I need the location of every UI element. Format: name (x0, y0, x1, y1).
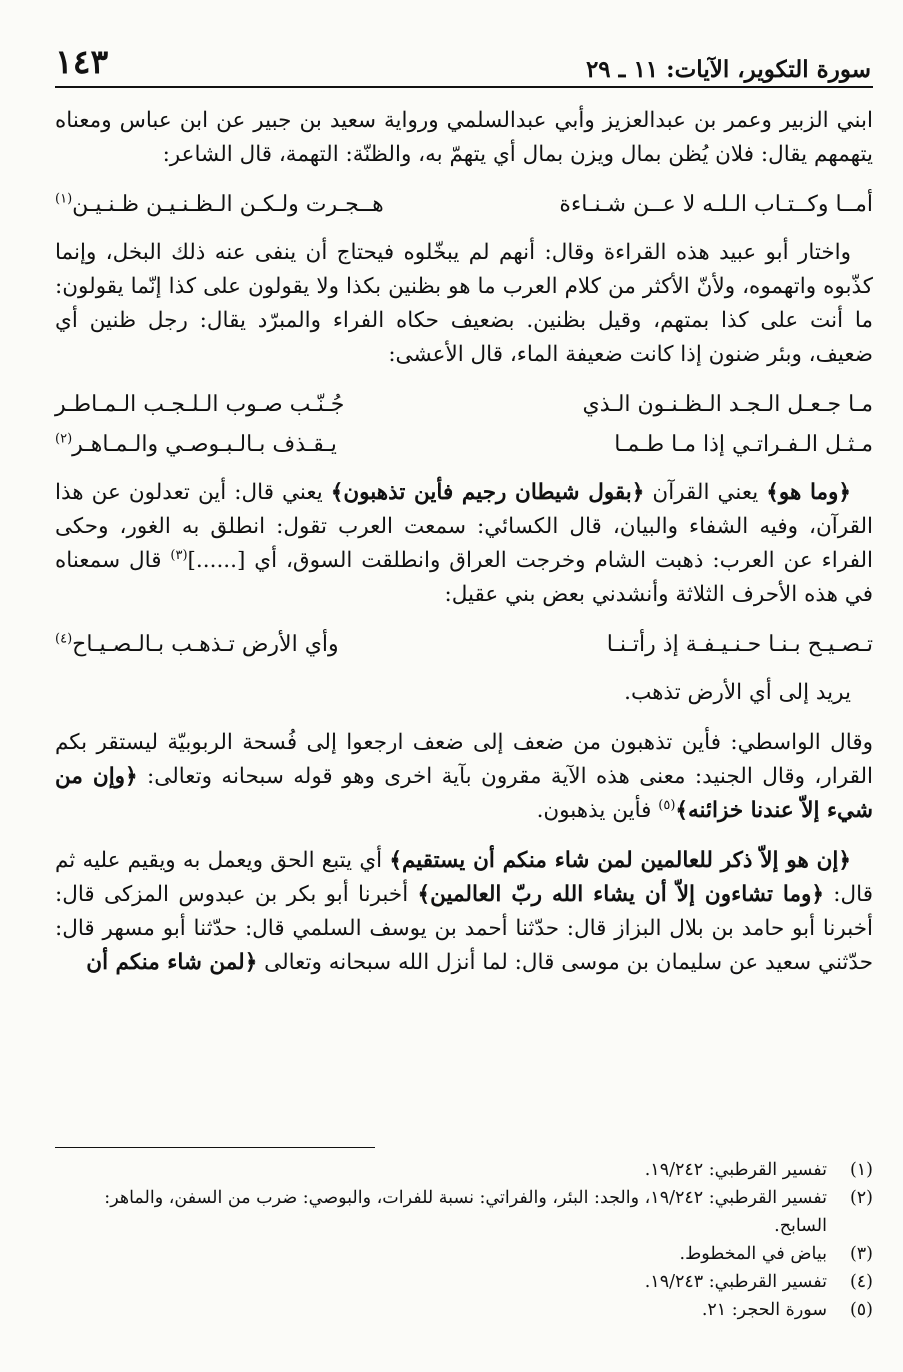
text-run: يعني قال: أين تعدلون عن هذا القرآن، وفيه الشفاء والبيان، قال الكسائي: سمعت العرب تقول: انطلق به الغور، وحكى الفراء عن العرب: ذهبت الشام وخرجت العراق وانطلقت السوق، أي [......] (55, 480, 873, 573)
footnote (55, 1240, 873, 1268)
quran-quote: ﴿وما تشاءون إلاّ أن يشاء الله ربّ العالمين﴾ (417, 882, 824, 907)
book-page (55, 0, 873, 1372)
verse-hemistich: مـا جـعـل الـجـد الـظـنـون الـذي (582, 392, 873, 417)
footnote-text: بياض في المخطوط. (679, 1244, 827, 1264)
poem-verse-4 (55, 628, 873, 668)
verse-hemistich: جُـنّـب صـوب الـلـجـب الـمـاطـر (55, 392, 345, 417)
quran-quote: ﴿بقول شيطان رجيم فأين تذهبون﴾ (330, 480, 645, 505)
footnote-text: تفسير القرطبي: ١٩/٢٤٣. (644, 1272, 827, 1292)
footnote-divider (55, 1147, 375, 1148)
footnote-text: تفسير القرطبي: ١٩/٢٤٢. (644, 1160, 827, 1180)
verse-hemistich: مـثـل الـفـراتـي إذا مـا طـمـا (614, 432, 873, 457)
footnote (55, 1296, 873, 1324)
verse-hemistich: أمــا وكــتـاب الـلـه لا عــن شـنـاءة (559, 192, 873, 217)
footnote (55, 1268, 873, 1296)
text-run: يعني القرآن (644, 480, 767, 505)
surah-title: سورة التكوير، الآيات: ١١ ـ ٢٩ (585, 56, 871, 83)
footnote (55, 1156, 873, 1184)
text-run: فأين يذهبون. (536, 798, 659, 823)
verse-hemistich (55, 628, 431, 668)
verse-hemistich (55, 428, 431, 468)
poem-verse-3 (55, 428, 873, 468)
footnote-ref: (٥) (658, 797, 676, 813)
text-run: أخبرنا أبو بكر بن عبدوس المزكى قال: أخبرنا أبو حامد بن بلال البزاز قال: حدّثنا أحمد بن يوسف السلمي قال: حدّثنا أبو مسهر قال: حدّثني سعيد عن سليمان بن موسى قال: لما أنزل الله سبحانه وتعالى (55, 882, 873, 975)
verse-text: يـقـذف بـالـبـوصـي والـمـاهـر (72, 432, 337, 457)
paragraph-5 (55, 726, 873, 828)
paragraph-3 (55, 476, 873, 612)
text-run: وقال الواسطي: فأين تذهبون من ضعف إلى ضعف ارجعوا إلى فُسحة الربوبيّة ليستقر بكم القرار، وقال الجنيد: معنى هذه الآية مقرون بآية اخرى وهو قوله سبحانه وتعالى: (55, 730, 873, 789)
footnote-text: سورة الحجر: ٢١. (701, 1300, 827, 1320)
page-number: ١٤٣ (55, 42, 109, 81)
verse-hemistich (55, 188, 431, 228)
footnotes (55, 1156, 873, 1324)
poem-verse-1 (55, 188, 873, 228)
footnote-number: (٥) (849, 1300, 873, 1320)
paragraph-2: واختار أبو عبيد هذه القراءة وقال: أنهم لم يبخّلوه فيحتاج أن ينفى عنه ذلك البخل، وإنما كذّبوه واتهموه، ولأنّ الأكثر من كلام العرب ما هو بظنين بكذا ولا يقولون على كذا إنّما يقولون: ما أنت على كذا بمتهم، وقيل بظنين. بضعيف حكاه الفراء والمبرّد يقال: رجل ظنين أي ضعيف، وبئر ضنون إذا كانت ضعيفة الماء، قال الأعشى: (55, 240, 873, 367)
footnote-ref: (١) (55, 191, 73, 207)
footnote-number: (٤) (849, 1272, 873, 1292)
paragraph-1: ابني الزبير وعمر بن عبدالعزيز وأبي عبدالسلمي ورواية سعيد بن جبير عن ابن عباس ومعناه يتهمهم يقال: فلان يُظن بمال ويزن بمال أي يتهمّ به، والظنّة: التهمة، قال الشاعر: (55, 108, 873, 167)
footnote-ref: (٣) (170, 547, 188, 563)
footnote-text: تفسير القرطبي: ١٩/٢٤٢، والجد: البئر، والفراتي: نسبة للفرات، والبوصي: ضرب من السفن، والماهر: السابح. (104, 1188, 827, 1236)
footnote-number: (٣) (849, 1244, 873, 1264)
quran-quote: ﴿إن هو إلاّ ذكر للعالمين لمن شاء منكم أن يستقيم﴾ (389, 848, 851, 873)
text-run: قال سمعناه في هذه الأحرف الثلاثة وأنشدني بعض بني عقيل: (55, 548, 873, 607)
footnote (55, 1184, 873, 1240)
quran-quote: ﴿وإن من شيء إلاّ عندنا خزائنه﴾ (55, 764, 873, 823)
verse-text: هــجـرت ولـكـن الـظـنـيـن ظـنـيـن (72, 192, 384, 217)
footnote-ref: (٢) (55, 431, 73, 447)
verse-text: وأي الأرض تـذهـب بـالـصـيـاح (72, 632, 339, 657)
verse-hemistich: تـصـيـح بـنـا حـنـيـفـة إذ رأتـنـا (606, 632, 873, 657)
paragraph-4: يريد إلى أي الأرض تذهب. (624, 680, 851, 705)
footnote-ref: (٤) (55, 631, 73, 647)
footnote-number: (٢) (849, 1188, 873, 1208)
text-run: أي يتبع الحق ويعمل به ويقيم عليه ثم قال: (55, 848, 873, 907)
page-body (55, 104, 873, 980)
quran-quote: ﴿لمن شاء منكم أن (86, 950, 258, 975)
page-header (55, 42, 873, 88)
paragraph-6 (55, 844, 873, 980)
quran-quote: ﴿وما هو﴾ (766, 480, 852, 505)
poem-verse-2 (55, 388, 873, 428)
footnote-number: (١) (849, 1160, 873, 1180)
